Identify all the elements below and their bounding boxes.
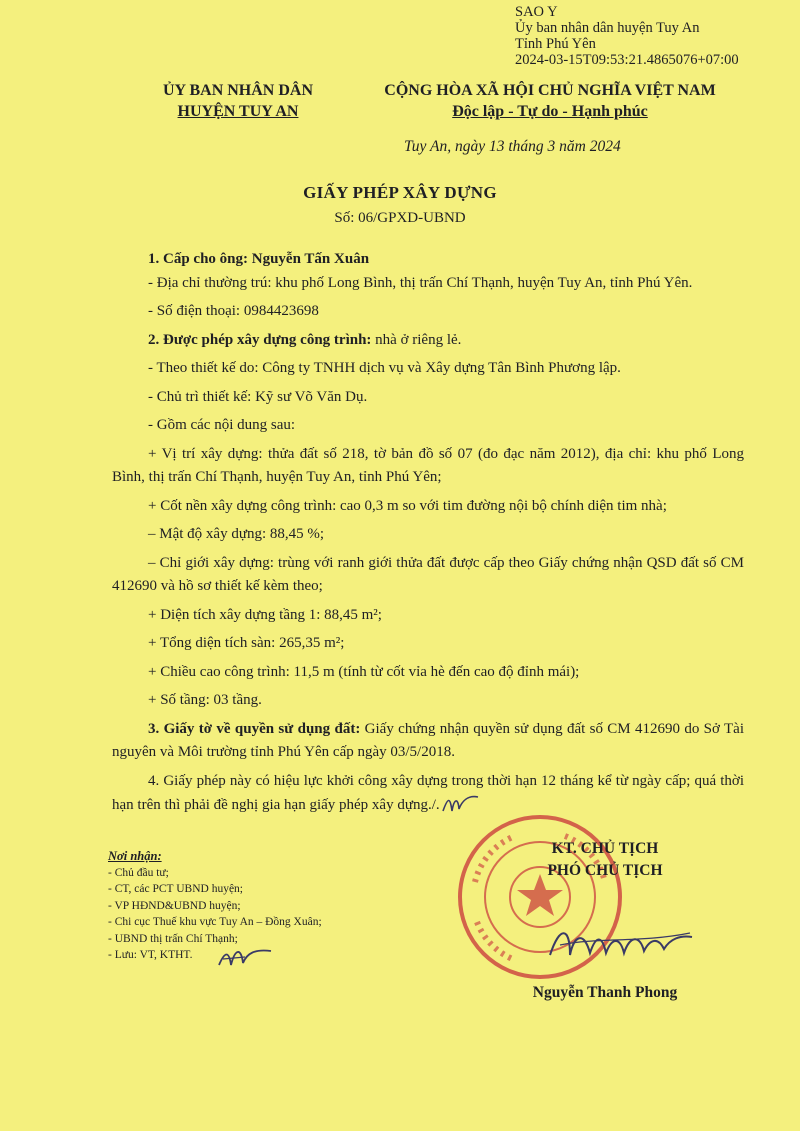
- national-motto: Độc lập - Tự do - Hạnh phúc: [452, 103, 648, 120]
- national-title: CỘNG HÒA XÃ HỘI CHỦ NGHĨA VIỆT NAM: [384, 82, 716, 99]
- address-line: - Địa chỉ thường trú: khu phố Long Bình, thị trấn Chí Thạnh, huyện Tuy An, tỉnh Phú Yên.: [148, 274, 693, 291]
- signer-line2: PHÓ CHỦ TỊCH: [547, 862, 663, 879]
- boundary-line: – Chỉ giới xây dựng: trùng với ranh giới thửa đất được cấp theo Giấy chứng nhận QSD đất số CM 412690 và hồ sơ thiết kế kèm theo;: [112, 554, 744, 594]
- issuer-line1: ỦY BAN NHÂN DÂN: [162, 82, 314, 99]
- copy-stamp-title: SAO Y: [515, 4, 558, 20]
- recipient-item: - Chi cục Thuế khu vực Tuy An – Đồng Xuân;: [108, 916, 322, 928]
- section-3-label: 3. Giấy tờ về quyền sử dụng đất:: [148, 720, 361, 737]
- signer-title: [470, 838, 740, 882]
- issuer-line2: HUYỆN TUY AN: [177, 103, 299, 120]
- height-line: + Chiều cao công trình: 11,5 m (tính từ cốt vỉa hè đến cao độ đỉnh mái);: [148, 663, 580, 680]
- total-area-line: + Tổng diện tích sàn: 265,35 m²;: [148, 635, 345, 651]
- copy-stamp-province: Tỉnh Phú Yên: [515, 36, 596, 52]
- section-1-label: 1. Cấp cho ông: Nguyễn Tấn Xuân: [148, 251, 370, 267]
- document-title: GIẤY PHÉP XÂY DỰNG: [303, 183, 497, 202]
- signature-icon: [540, 915, 700, 975]
- recipient-item: - Chủ đầu tư;: [108, 866, 169, 879]
- date-line: Tuy An, ngày 13 tháng 3 năm 2024: [404, 138, 621, 155]
- national-heading: [355, 80, 745, 122]
- floor1-area-line: + Diện tích xây dựng tầng 1: 88,45 m²;: [148, 606, 382, 623]
- contents-line: - Gồm các nội dung sau:: [148, 417, 296, 433]
- foundation-line: + Cốt nền xây dựng công trình: cao 0,3 m so với tim đường nội bộ chính diện tim nhà;: [148, 497, 667, 514]
- signer-line1: KT. CHỦ TỊCH: [551, 840, 659, 857]
- floors-line: + Số tầng: 03 tầng.: [148, 692, 262, 708]
- section-3: [112, 718, 744, 765]
- section-2-heading: [112, 329, 744, 353]
- chief-designer-line: - Chủ trì thiết kế: Kỹ sư Võ Văn Dụ.: [148, 388, 368, 405]
- design-line: - Theo thiết kế do: Công ty TNHH dịch vụ và Xây dựng Tân Bình Phương lập.: [148, 360, 621, 376]
- copy-stamp-org: Ủy ban nhân dân huyện Tuy An: [515, 20, 700, 36]
- section-4: [112, 770, 744, 818]
- section-4-text: 4. Giấy phép này có hiệu lực khởi công xây dựng trong thời hạn 12 tháng kể từ ngày cấp; quá thời hạn trên thì phải đề nghị gia hạn giấy phép xây dựng./.: [112, 772, 744, 813]
- section-1-heading: [112, 248, 744, 272]
- phone-line: - Số điện thoại: 0984423698: [148, 303, 319, 319]
- signer-name: Nguyễn Thanh Phong: [532, 984, 678, 1001]
- issuing-authority: [138, 80, 338, 122]
- document-body: [112, 248, 744, 818]
- section-2-value: nhà ở riêng lẻ.: [371, 331, 462, 348]
- recipient-item: - VP HĐND&UBND huyện;: [108, 899, 241, 912]
- recipient-item: - Lưu: VT, KTHT.: [108, 949, 193, 961]
- copy-stamp-timestamp: 2024-03-15T09:53:21.4865076+07:00: [515, 52, 739, 68]
- recipient-item: - UBND thị trấn Chí Thạnh;: [108, 932, 238, 945]
- density-line: – Mật độ xây dựng: 88,45 %;: [148, 526, 325, 542]
- recipient-item: - CT, các PCT UBND huyện;: [108, 883, 244, 895]
- section-3-value: Giấy chứng nhận quyền sử dụng đất số CM 412690 do Sở Tài nguyên và Môi trường tỉnh Phú Yên cấp ngày 03/5/2018.: [112, 720, 744, 760]
- recipients-heading: Nơi nhận:: [108, 849, 162, 863]
- small-signature-icon: [215, 945, 275, 971]
- copy-stamp: [515, 4, 739, 68]
- section-2-label: 2. Được phép xây dựng công trình:: [148, 331, 372, 348]
- document-number: Số: 06/GPXD-UBND: [334, 210, 466, 226]
- location-line: + Vị trí xây dựng: thửa đất số 218, tờ bản đồ số 07 (đo đạc năm 2012), địa chỉ: khu phố Long Bình, thị trấn Chí Thạnh, huyện Tuy An, tỉnh Phú Yên;: [112, 445, 744, 485]
